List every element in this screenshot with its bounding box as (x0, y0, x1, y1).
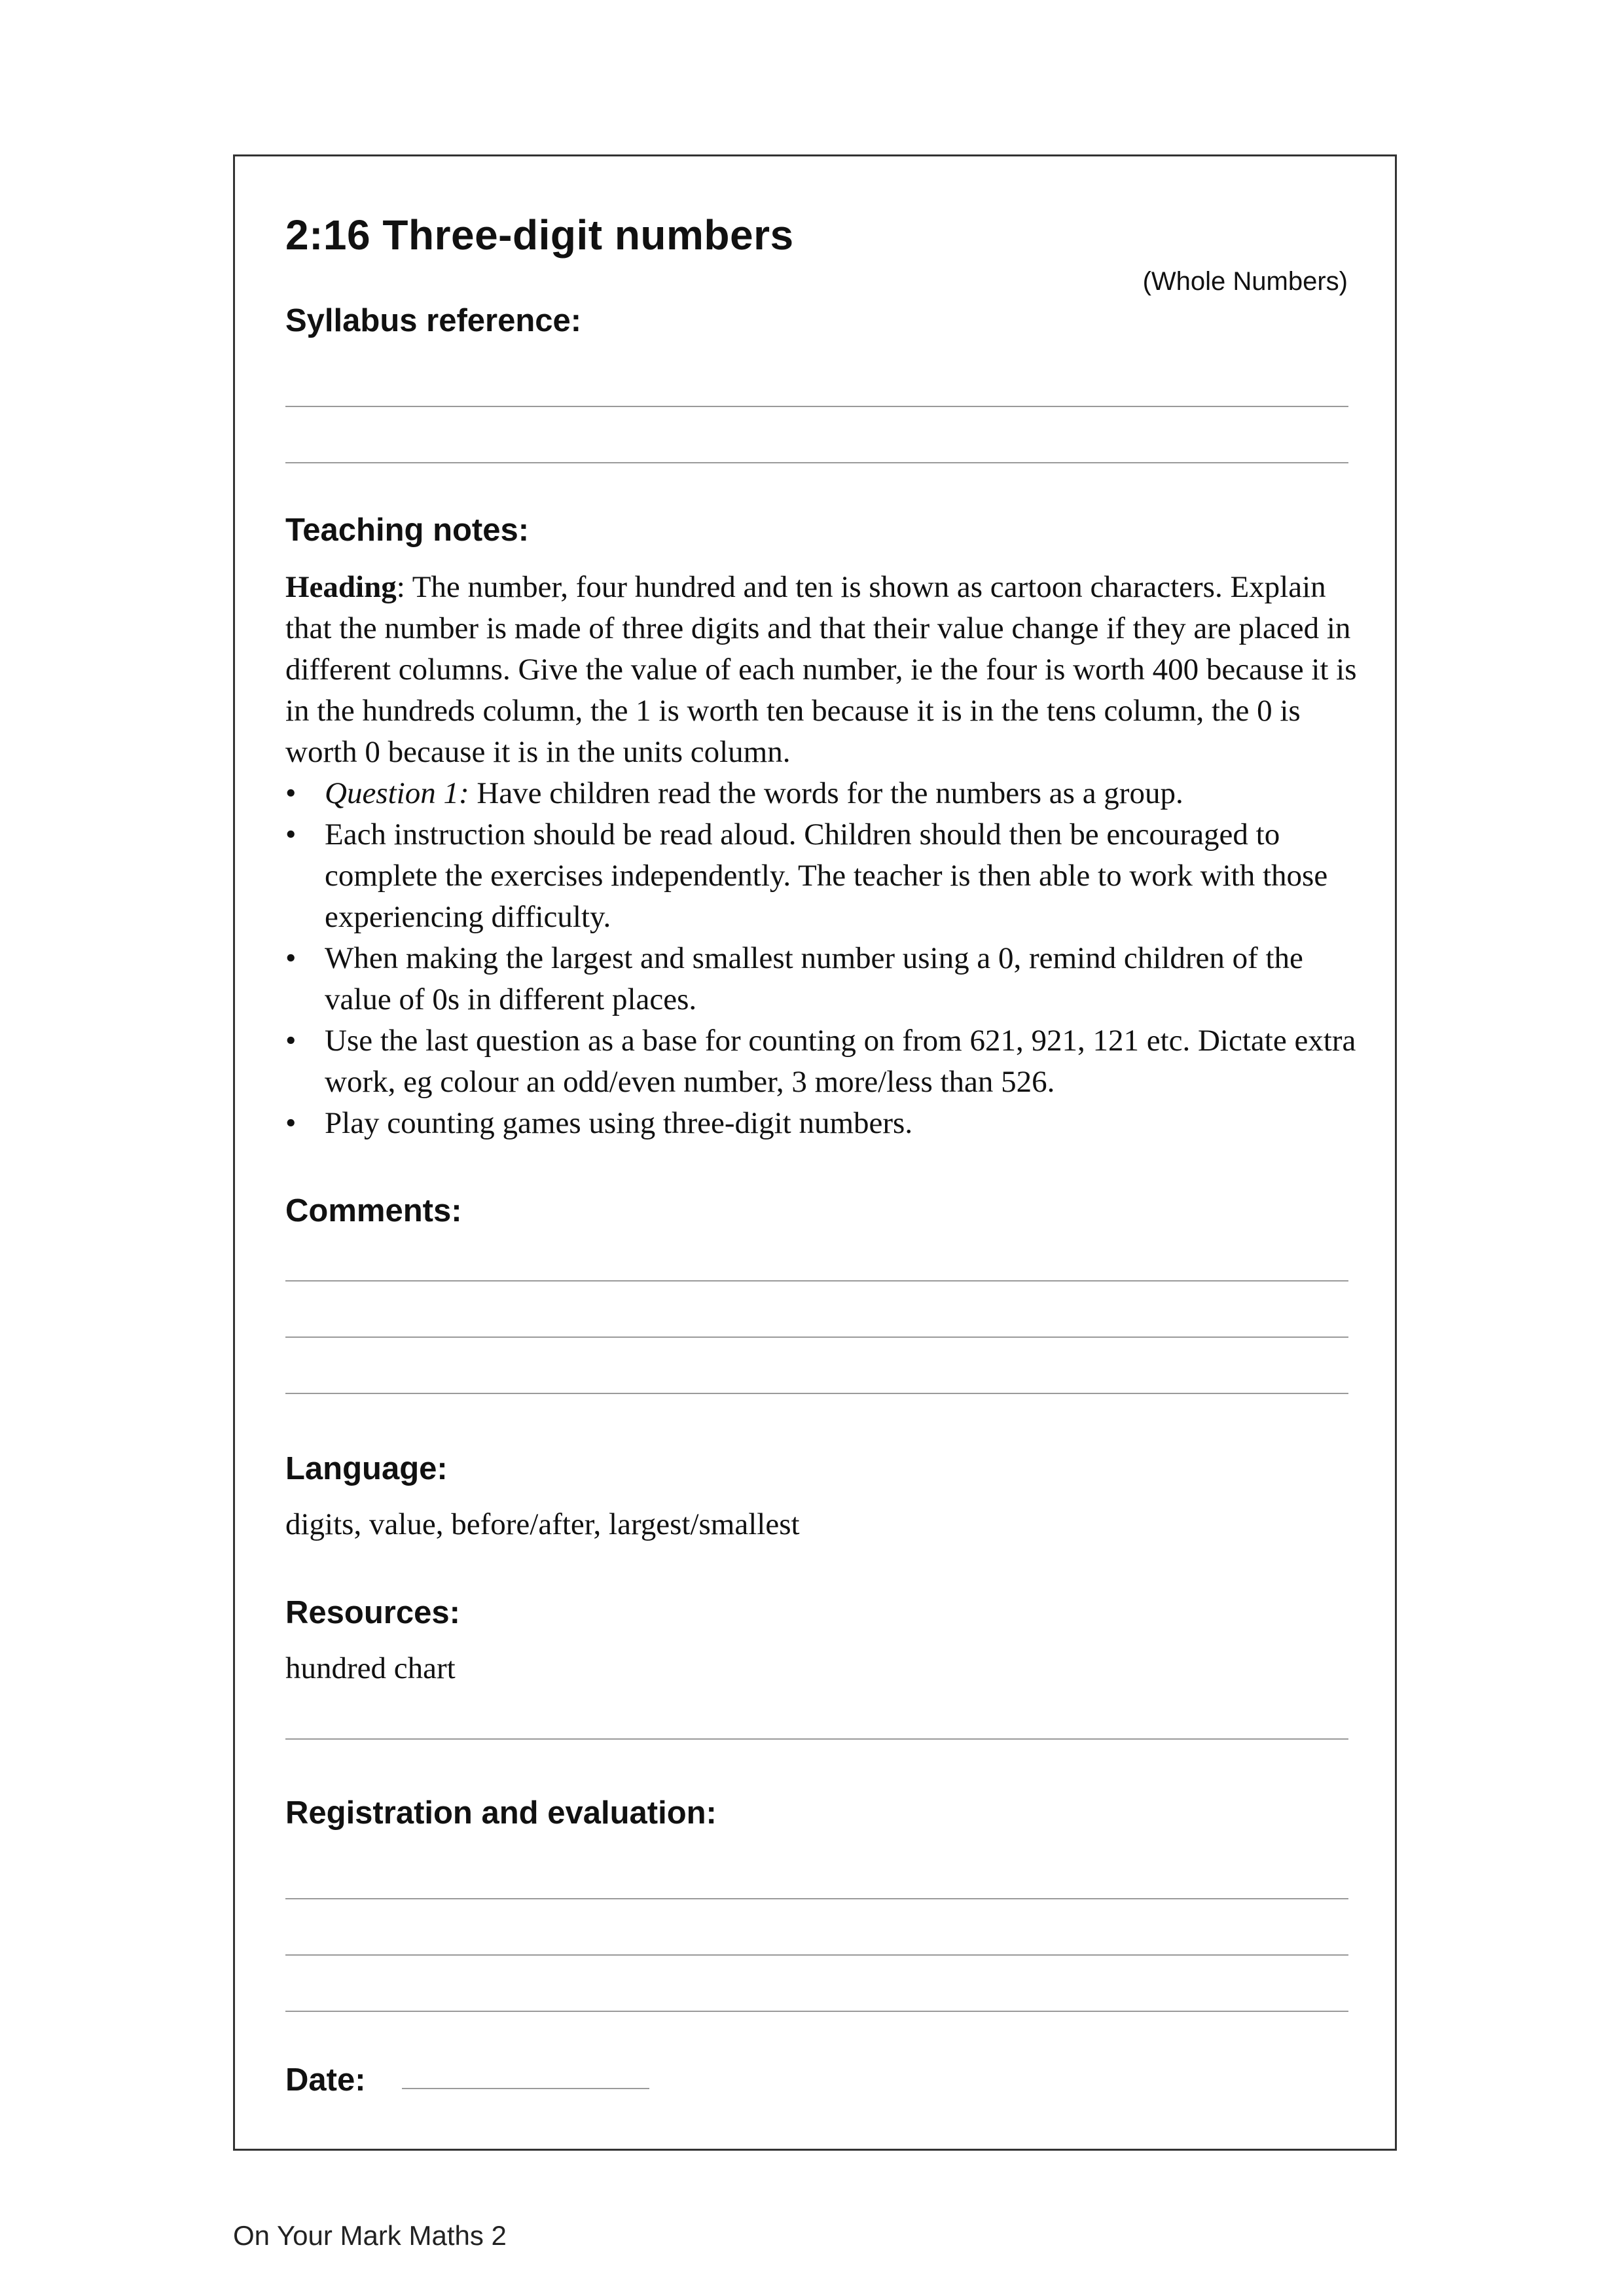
list-item (285, 938, 1359, 1020)
registration-line-3 (285, 2011, 1348, 2012)
date-label: Date: (285, 2062, 366, 2098)
question-label: Question 1: (325, 776, 469, 810)
syllabus-line-1 (285, 406, 1348, 407)
teaching-notes-list (285, 773, 1359, 1144)
list-item (285, 1020, 1359, 1103)
page-frame (233, 154, 1397, 2151)
resources-heading: Resources: (285, 1595, 460, 1630)
bullet-icon: • (285, 817, 297, 852)
syllabus-heading: Syllabus reference: (285, 303, 582, 338)
list-item (285, 814, 1359, 938)
comments-heading: Comments: (285, 1193, 462, 1229)
page-title: 2:16 Three-digit numbers (285, 211, 794, 259)
bullet-icon: • (285, 776, 297, 810)
language-heading: Language: (285, 1451, 448, 1486)
language-text: digits, value, before/after, largest/smallest (285, 1507, 800, 1541)
category-label: (Whole Numbers) (1142, 267, 1348, 296)
comments-line-3 (285, 1393, 1348, 1394)
bullet-icon: • (285, 1106, 297, 1140)
registration-line-1 (285, 1898, 1348, 1899)
registration-heading: Registration and evaluation: (285, 1795, 717, 1831)
bullet-text: Use the last question as a base for counting on from 621, 921, 121 etc. Dictate extra work, eg colour an odd/even number, 3 more/less than 526. (325, 1024, 1356, 1099)
comments-line-1 (285, 1280, 1348, 1282)
footer-text: On Your Mark Maths 2 (233, 2220, 507, 2251)
teaching-notes-body (285, 567, 1359, 1144)
bullet-icon: • (285, 941, 297, 975)
bullet-icon: • (285, 1024, 297, 1058)
bullet-text: Play counting games using three-digit numbers. (325, 1106, 913, 1140)
list-item (285, 773, 1359, 814)
registration-line-2 (285, 1954, 1348, 1956)
syllabus-line-2 (285, 462, 1348, 463)
bullet-text: Each instruction should be read aloud. Children should then be encouraged to complete the exercises independently. The teacher is then able to work with those experiencing difficulty. (325, 817, 1328, 934)
intro-bold-label: Heading (285, 570, 397, 604)
resources-text: hundred chart (285, 1651, 456, 1685)
bullet-text: Have children read the words for the numbers as a group. (469, 776, 1183, 810)
list-item (285, 1103, 1359, 1144)
resources-line (285, 1738, 1348, 1740)
intro-text: : The number, four hundred and ten is shown as cartoon characters. Explain that the number is made of three digits and that their value change if they are placed in different columns. Give the value of each number, ie the four is worth 400 because it is in the hundreds column, the 1 is worth ten because it is in the tens column, the 0 is worth 0 because it is in the units column. (285, 570, 1357, 769)
bullet-text: When making the largest and smallest number using a 0, remind children of the value of 0s in different places. (325, 941, 1303, 1016)
teaching-notes-intro (285, 567, 1359, 773)
date-line (402, 2088, 649, 2089)
comments-line-2 (285, 1336, 1348, 1338)
teaching-notes-heading: Teaching notes: (285, 512, 530, 548)
